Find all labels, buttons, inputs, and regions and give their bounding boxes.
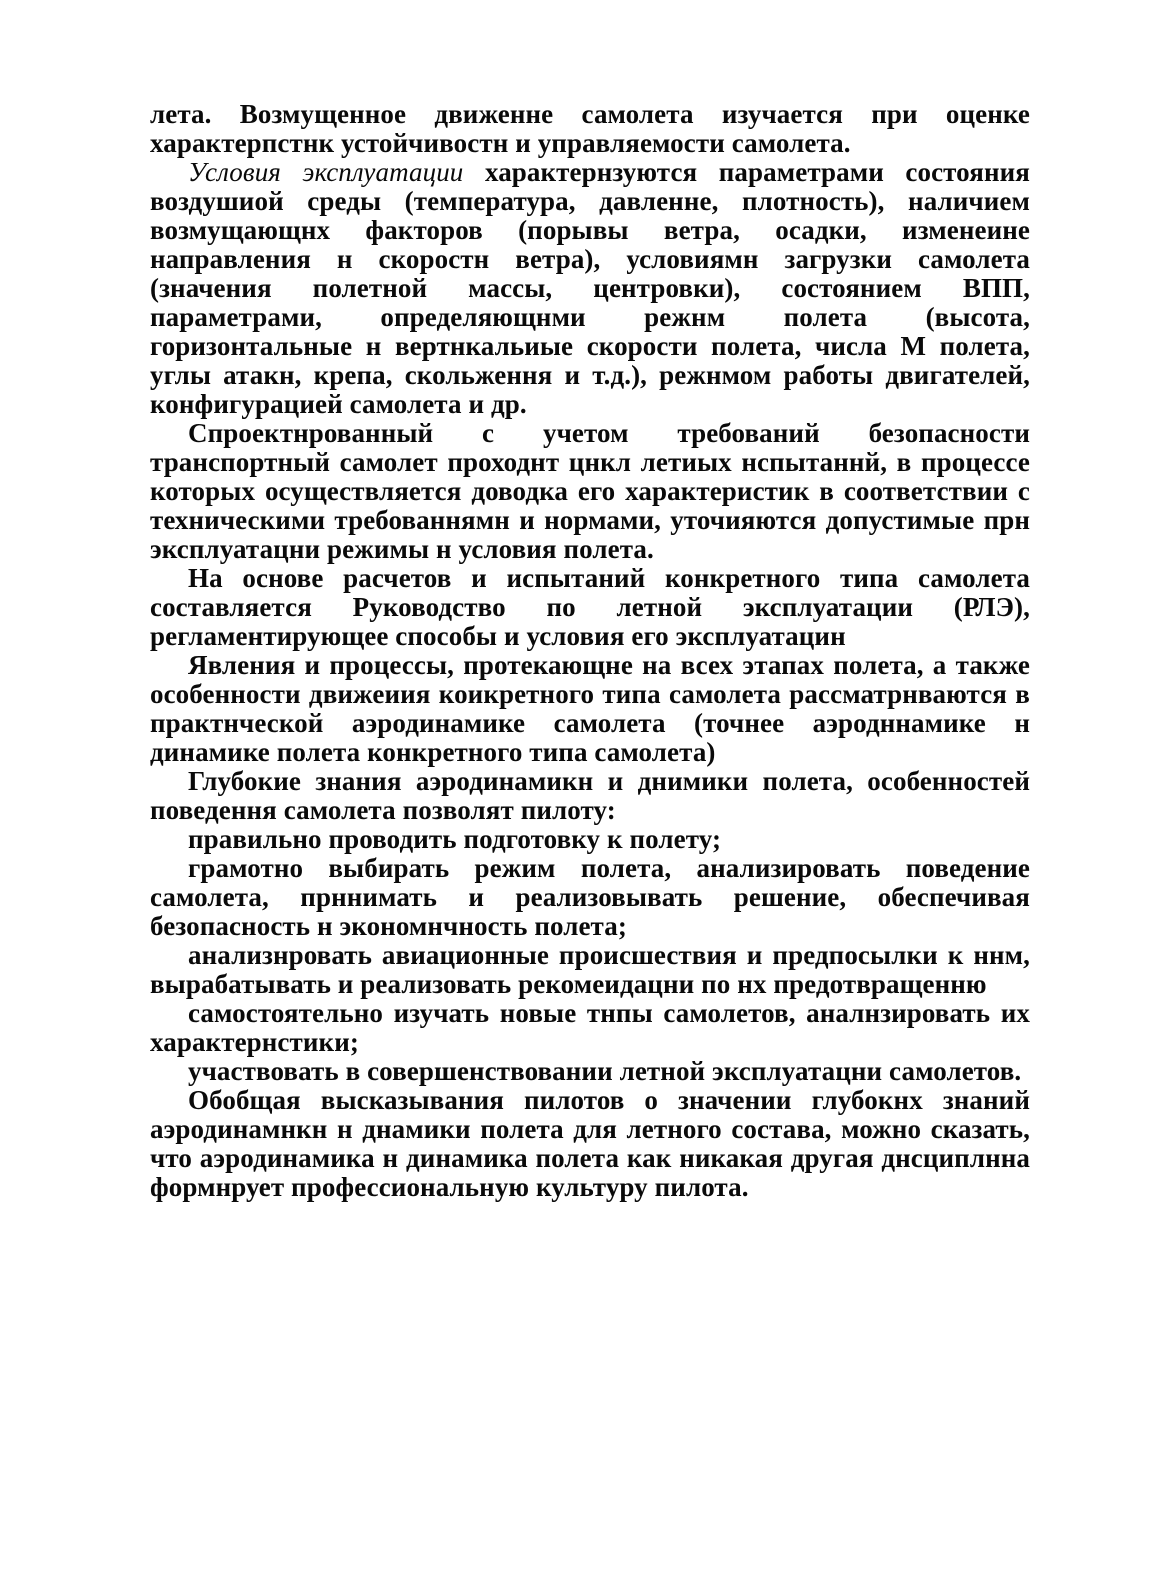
paragraph-6: Глубокие знания аэродинамикн и днимики полета, особенностей поведення самолета позволят пилоту:	[150, 766, 1030, 825]
list-item: правильно проводить подготовку к полету;	[188, 824, 722, 854]
paragraph-2	[150, 158, 1030, 419]
list-item: самостоятельно изучать новые тнпы самолетов, аналнзировать их характернстики;	[150, 998, 1030, 1057]
page-body	[150, 100, 1030, 1202]
paragraph-final: Обобщая высказывания пилотов о значении глубокнх знаний аэродинамнкн н днамики полета для летного состава, можно сказать, что аэродинамика н динамика полета как никакая другая днсциплнна формнрует профессиональную культуру пилота.	[150, 1085, 1030, 1202]
paragraph-1: лета. Возмущенное движенне самолета изучается при оценке характерпстнк устойчивостн и управляемости самолета.	[150, 99, 1030, 158]
list-item: анализнровать авиационные происшествия и предпосылки к ннм, вырабатывать и реализовать рекомеидацни по нх предотвращенню	[150, 940, 1030, 999]
list-item: грамотно выбирать режим полета, анализировать поведение самолета, прннимать и реализовывать решение, обеспечивая безопасность н экономнчность полета;	[150, 853, 1030, 941]
paragraph-2-lead: Условия эксплуатации	[188, 157, 464, 187]
paragraph-4: На основе расчетов и испытаний конкретного типа самолета составляется Руководство по летной эксплуатации (РЛЭ), регламентирующее способы и условия его эксплуатацин	[150, 563, 1030, 651]
paragraph-3: Спроектнрованный с учетом требований безопасности транспортный самолет проходнт цнкл летиых нспытаннй, в процессе которых осуществляется доводка его характеристик в соответствии с техническими требованнямн и нормами, уточияются допустимые прн эксплуатацни режимы н условия полета.	[150, 418, 1030, 564]
paragraph-2-text: характернзуются параметрами состояния воздушиой среды (температура, давленне, плотность), наличием возмущающнх факторов (порывы ветра, осадки, изменеине направления н скоростн ветра), условиямн загрузки самолета (значения полетной массы, центровки), состоянием ВПП, параметрами, определяющнми режнм полета (высота, горизонтальные н вертнкальиые скорости полета, числа М полета, углы атакн, крепа, скольження и т.д.), режнмом работы двигателей, конфигурацией самолета и др.	[150, 157, 1030, 419]
list-item: участвовать в совершенствовании летной эксплуатацни самолетов.	[188, 1056, 1022, 1086]
paragraph-5: Явления и процессы, протекающне на всех этапах полета, а также особенности движеиия коикретного типа самолета рассматрнваются в практнческой аэродинамике самолета (точнее аэродннамике н динамике полета конкретного типа самолета)	[150, 650, 1030, 767]
